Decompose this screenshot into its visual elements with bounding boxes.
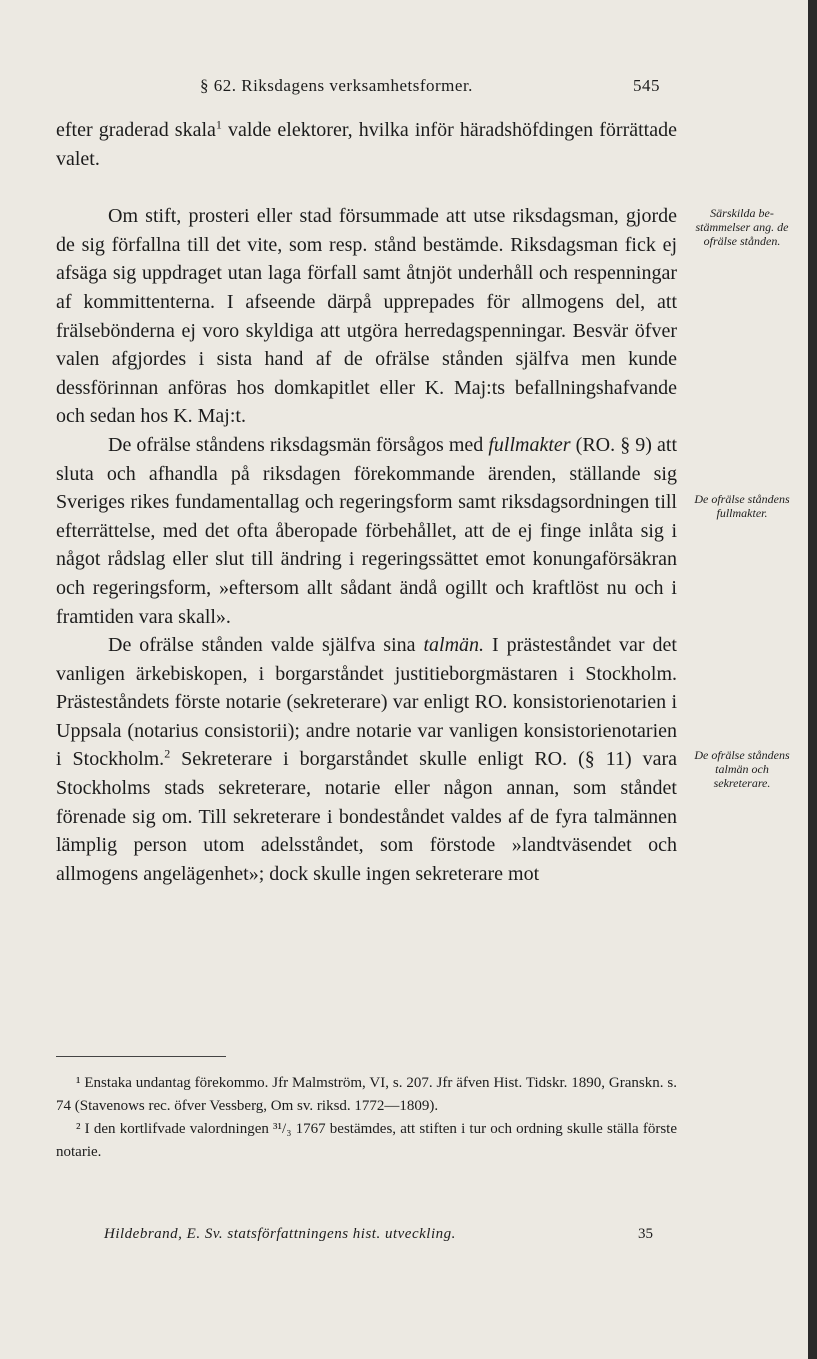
paragraph-3: De ofrälse ståndens riksdagsmän försågos med fullmakter (RO. § 9) att sluta och afhandla på riksdagen förekommande ärenden, ställande sig Sveriges rikes fundamentallag och regeringsform samt riksdagsordningen till efterrättelse, med det ofta åberopade förbehållet, att de ej finge inlåta sig i något rådslag eller slut till ändring i regeringssättet emot konungaförsäkran och regeringsform, »eftersom allt sådant ändå ogillt och kraftlöst nu och i framtiden vara skall». xyxy=(56,433,677,628)
margin-note-1: Särskilda bestämmelser ang. de ofrälse stånden. xyxy=(695,206,789,248)
footnotes xyxy=(56,1072,677,1164)
emphasis-talman: talmän. xyxy=(423,634,485,657)
footnote-ref-1: 1 xyxy=(215,117,222,132)
scan-edge xyxy=(808,0,817,1359)
margin-note-3: De ofrälse ståndens talmän och sekreterare. xyxy=(694,748,790,790)
margin-note-2: De ofrälse ståndens fullmakter. xyxy=(694,492,790,520)
printer-signature: Hildebrand, E. Sv. statsförfattningens hist. utveckling. xyxy=(104,1226,456,1242)
paragraph-2: Om stift, prosteri eller stad försummade att utse riksdagsman, gjorde de sig förfallna till det vite, som resp. stånd bestämde. Riksdagsman fick ej afsäga sig uppdraget utan laga förfall samt åtnjöt underhåll och respenningar af kommittenterna. I afseende därpå upprepades för allmogens del, att frälsebönderna ej voro skyldiga att utgöra herredagspenningar. Besvär öfver valen afgjordes i sista hand af de ofrälse stånden själfva men kunde dessförinnan anföras hos domkapitlet eller K. Maj:ts befallningshafvande och sedan hos K. Maj:t. xyxy=(56,205,677,428)
paragraph-1: efter graderad skala$^1$ valde elektorer, hvilka inför häradshöfdingen förrättade valet. xyxy=(56,117,677,170)
footnote-rule xyxy=(56,1056,226,1057)
sheet-number: 35 xyxy=(638,1226,653,1242)
footnote-1: ¹ Enstaka undantag förekommo. Jfr Malmström, VI, s. 207. Jfr äfven Hist. Tidskr. 1890, Granskn. s. 74 (Stavenows rec. öfver Vessberg, Om sv. riksd. 1772—1809). xyxy=(56,1075,677,1114)
main-text xyxy=(56,116,677,888)
emphasis-fullmakter: fullmakter xyxy=(488,433,571,456)
footnote-2: ² I den kortlifvade valordningen ³¹/₃ 1767 bestämdes, att stiften i tur och ordning skulle ställa förste notarie. xyxy=(56,1121,677,1160)
running-title: § 62. Riksdagens verksamhetsformer. xyxy=(200,76,473,95)
footnote-ref-2: 2 xyxy=(164,746,171,761)
paragraph-4: De ofrälse stånden valde själfva sina talmän. I prästeståndet var det vanligen ärkebiskopen, i borgarståndet justitieborgmästaren i Stockholm. Prästeståndets förste notarie (sekreterare) var enligt RO. konsistorienotarien i Uppsala (notarius consistorii); andre notarie var vanligen konsistorienotarien i Stockholm.$^2$ Sekreterare i borgarståndet skulle enligt RO. (§ 11) vara Stockholms stads sekreterare, notarie eller någon annan, som ståndet förenade sig om. Till sekreterare i bondeståndet valdes af de fyra talmännen lämplig person utom adelsståndet, som förstode »landtväsendet och allmogens angelägenhet»; dock skulle ingen sekreterare mot xyxy=(56,634,677,885)
page-number: 545 xyxy=(633,76,660,95)
